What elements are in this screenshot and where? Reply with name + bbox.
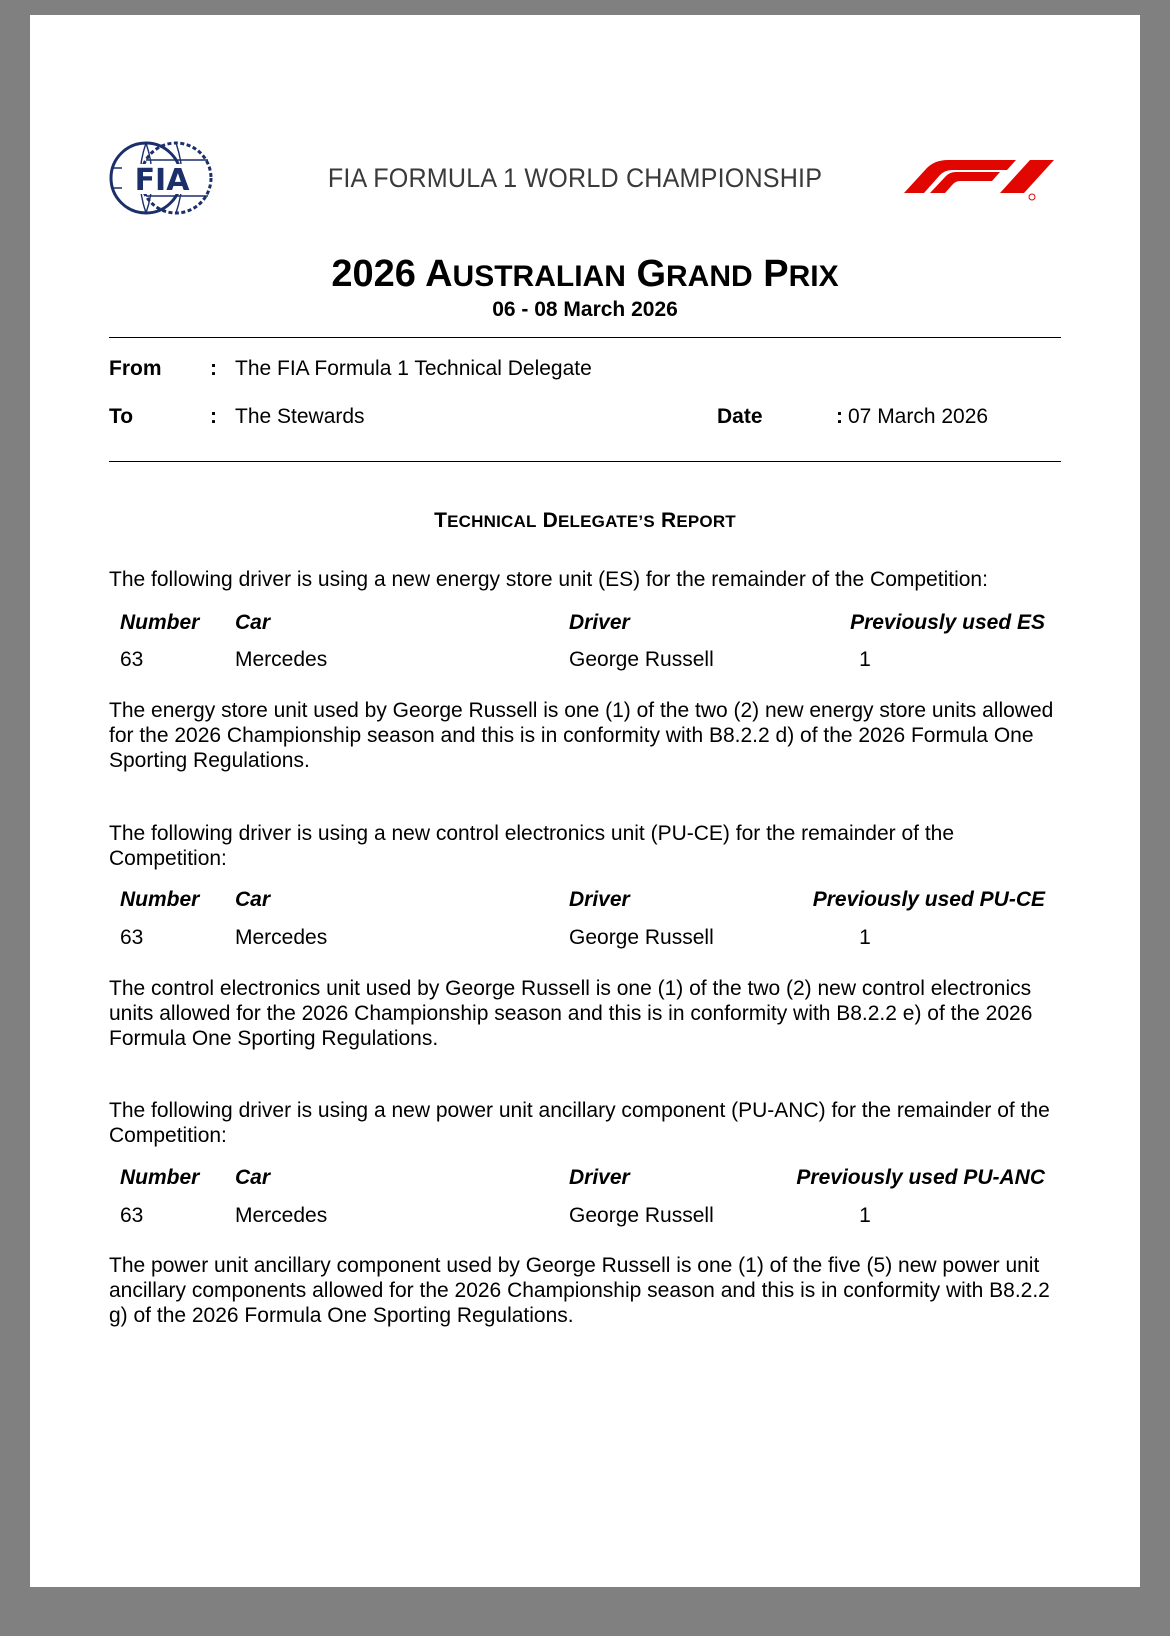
header-divider — [109, 337, 1061, 338]
event-title-rest: USTRALIAN — [452, 260, 626, 293]
event-title-cap: P — [763, 253, 789, 295]
date-colon: : — [836, 405, 843, 428]
section-es-note: The energy store unit used by George Russell is one (1) of the two (2) new energy store units allowed for the 2026 Championship season and this is in conformity with B8.2.2 d) of the 2026 Formula One Sporting Regulations. — [109, 699, 1054, 772]
cell-number: 63 — [120, 926, 144, 949]
column-header-previous: Previously used PU-CE — [812, 888, 1045, 911]
f1-logo — [904, 157, 1060, 201]
report-title — [30, 509, 1140, 533]
section-pu-anc-note: The power unit ancillary component used by George Russell is one (1) of the five (5) new power unit ancillary components allowed for the 2026 Championship season and this is in conformity with B8.2.2 g) of the 2026 Formula One Sporting Regulations. — [109, 1254, 1050, 1327]
event-title-word-prix — [763, 253, 838, 295]
column-header-driver: Driver — [569, 611, 630, 634]
date-value: 07 March 2026 — [848, 405, 989, 428]
section-pu-ce-note: The control electronics unit used by George Russell is one (1) of the two (2) new control electronics units allowed for the 2026 Championship season and this is in conformity with B8.2.2 e) of the 2026 Formula One Sporting Regulations. — [109, 977, 1033, 1050]
column-header-previous: Previously used PU-ANC — [796, 1166, 1045, 1189]
event-title-rest: RIX — [788, 260, 839, 293]
report-title-cap: D — [542, 509, 558, 532]
section-pu-anc-intro: The following driver is using a new power unit ancillary component (PU-ANC) for the remainder of the Competition: — [109, 1099, 1050, 1147]
championship-title: FIA FORMULA 1 WORLD CHAMPIONSHIP — [327, 163, 823, 193]
column-header-number: Number — [120, 611, 200, 634]
memo-divider — [109, 461, 1061, 462]
cell-driver: George Russell — [569, 1204, 714, 1227]
date-label: Date — [717, 405, 763, 428]
fia-logo — [108, 140, 214, 216]
report-title-rest: ECHNICAL — [447, 512, 537, 531]
event-title-cap: G — [636, 253, 666, 295]
cell-car: Mercedes — [235, 648, 328, 671]
column-header-previous: Previously used ES — [850, 611, 1045, 634]
cell-number: 63 — [120, 648, 144, 671]
column-header-car: Car — [235, 1166, 271, 1189]
cell-driver: George Russell — [569, 926, 714, 949]
column-header-number: Number — [120, 888, 200, 911]
event-title-word-grand — [636, 253, 752, 295]
cell-previous: 1 — [859, 1204, 871, 1227]
to-label: To — [109, 405, 134, 428]
report-title-rest: ELEGATE’S — [558, 512, 655, 531]
report-title-rest: EPORT — [676, 512, 736, 531]
column-header-driver: Driver — [569, 1166, 630, 1189]
column-header-car: Car — [235, 611, 271, 634]
event-dates: 06 - 08 March 2026 — [492, 298, 678, 321]
report-title-cap: T — [434, 509, 448, 532]
cell-previous: 1 — [859, 926, 871, 949]
document-page — [30, 15, 1140, 1587]
from-colon: : — [210, 357, 217, 380]
from-value: The FIA Formula 1 Technical Delegate — [235, 357, 592, 380]
to-value: The Stewards — [235, 405, 365, 428]
event-title-word-australian — [425, 253, 626, 295]
cell-number: 63 — [120, 1204, 144, 1227]
section-es-intro: The following driver is using a new energy store unit (ES) for the remainder of the Competition: — [109, 568, 988, 591]
event-title-rest: RAND — [666, 260, 753, 293]
event-title-cap: A — [425, 253, 453, 295]
fia-logo-text: FIA — [134, 163, 190, 198]
column-header-driver: Driver — [569, 888, 630, 911]
cell-car: Mercedes — [235, 1204, 328, 1227]
cell-car: Mercedes — [235, 926, 328, 949]
to-colon: : — [210, 405, 217, 428]
column-header-car: Car — [235, 888, 271, 911]
column-header-number: Number — [120, 1166, 200, 1189]
event-title — [30, 253, 1140, 296]
section-pu-ce-intro: The following driver is using a new control electronics unit (PU-CE) for the remainder of the Competition: — [109, 822, 955, 870]
cell-previous: 1 — [859, 648, 871, 671]
report-title-cap: R — [660, 509, 677, 532]
event-title-year: 2026 — [331, 253, 416, 295]
cell-driver: George Russell — [569, 648, 714, 671]
from-label: From — [109, 357, 162, 380]
